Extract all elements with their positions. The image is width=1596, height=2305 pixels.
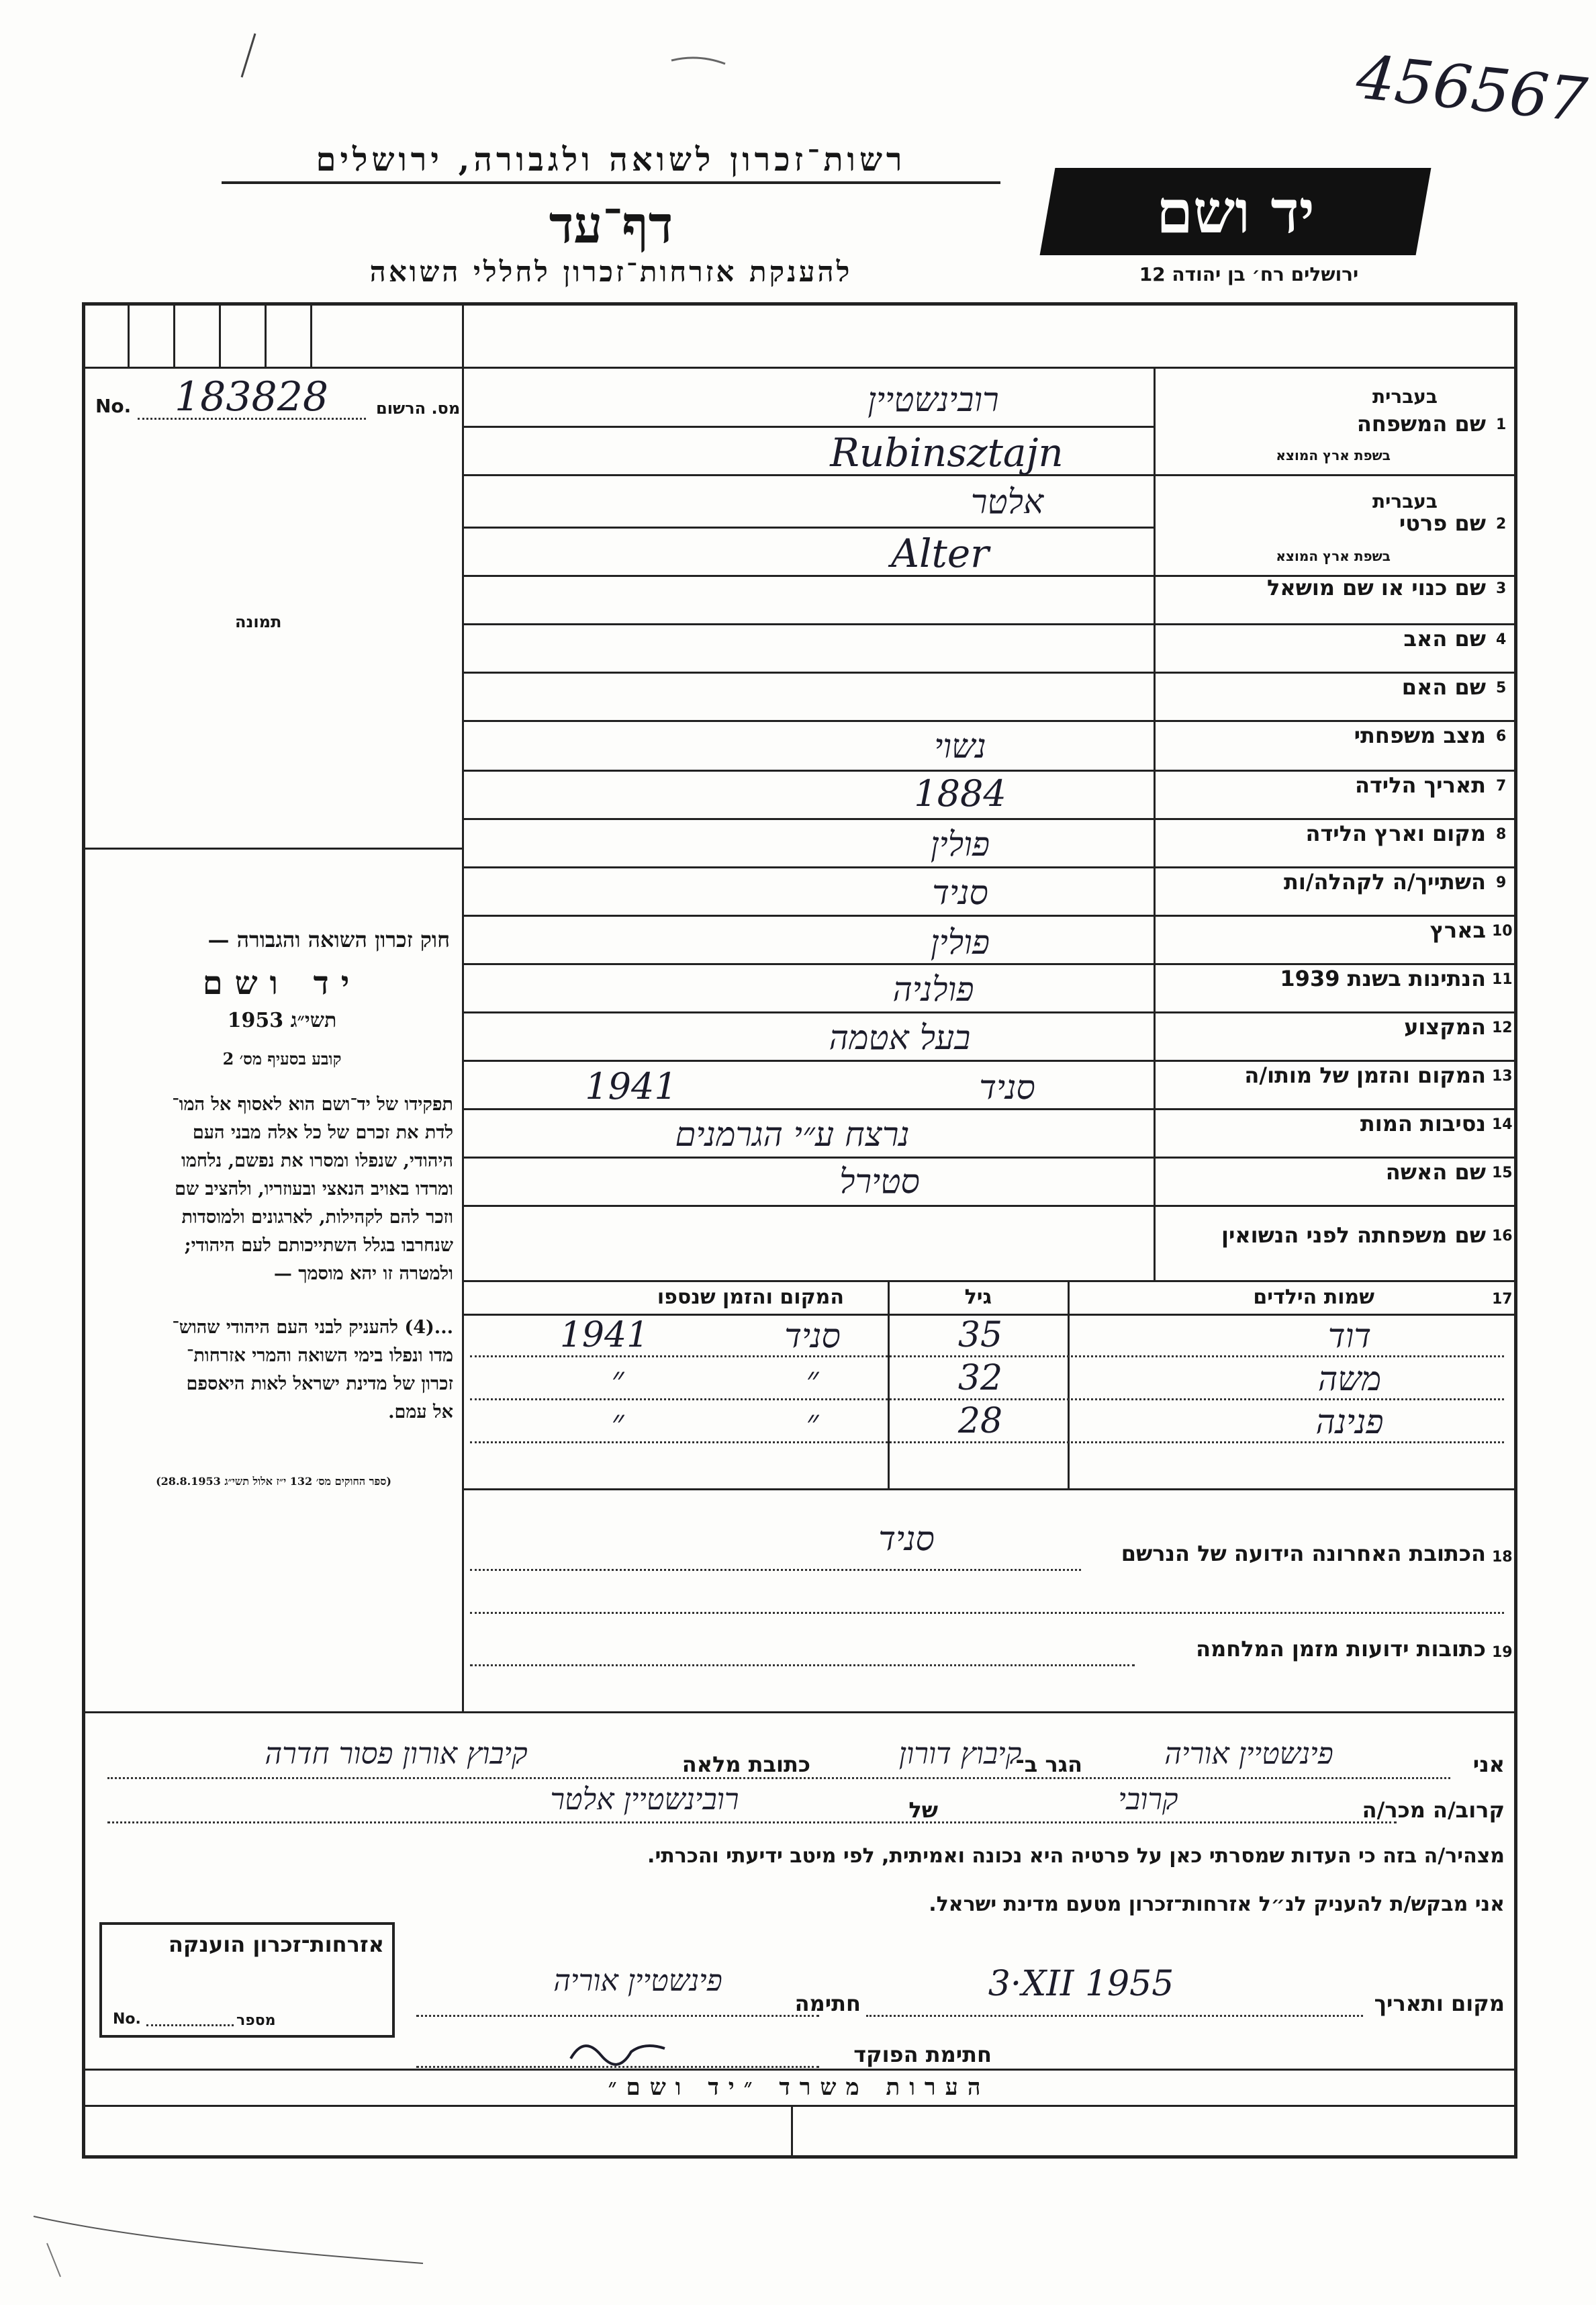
child-place: ״ bbox=[806, 1402, 819, 1441]
field-label-nationality: הנתינות בשנת 1939 bbox=[1280, 966, 1486, 991]
form-title: דף־עד bbox=[549, 195, 673, 255]
field-label-community: השתייך/ה לקהלה/ות bbox=[1283, 869, 1486, 895]
registration-label: מס. הרשום bbox=[376, 399, 461, 418]
field-label-country: בארץ bbox=[1429, 917, 1486, 943]
field-label-maiden-name: שם משפחתה לפני הנשואין bbox=[1221, 1222, 1486, 1248]
law-citation: (ספר החוקים מס׳ 132 י״ז אלול תשי״ג 28.8.1953) bbox=[156, 1475, 391, 1488]
children-col-names: שמות הילדים bbox=[1253, 1285, 1374, 1309]
value-birth-place: פולין bbox=[930, 825, 990, 864]
value-first-he: אלטר bbox=[970, 482, 1044, 521]
value-last-address: סניד bbox=[878, 1519, 935, 1558]
child-year: ״ bbox=[611, 1402, 624, 1441]
value-country: פולין bbox=[930, 923, 990, 962]
field-number: 10 bbox=[1492, 923, 1513, 940]
yad-vashem-logo bbox=[1040, 168, 1431, 255]
value-profession: בעל אטמה bbox=[829, 1018, 971, 1057]
value-surname-he: רובינשטיין bbox=[867, 380, 999, 419]
decl-name: פינשטיין אוריה bbox=[1164, 1737, 1333, 1771]
value-surname-orig: Rubinsztajn bbox=[830, 430, 1064, 476]
field-number: 3 bbox=[1496, 580, 1507, 597]
child-age: 32 bbox=[957, 1358, 1003, 1398]
field-label-surname: שם המשפחה bbox=[1356, 411, 1486, 437]
law-year-he: תשי״ג bbox=[290, 1009, 337, 1032]
field-number: 7 bbox=[1496, 778, 1507, 795]
field-label-wartime-addresses: כתובות ידועות מזמן המלחמה bbox=[1196, 1636, 1486, 1662]
decl-statement-1: מצהיר/ה בזה כי העדות שמסרתי כאן על פרטיה היא נכונה ואמיתית, לפי מיטב ידיעתי והכרתי. bbox=[647, 1844, 1505, 1868]
field-number: 11 bbox=[1492, 971, 1513, 988]
field-number: 6 bbox=[1496, 728, 1507, 745]
field-number: 1 bbox=[1496, 416, 1507, 433]
child-age: 28 bbox=[957, 1401, 1003, 1441]
law-line: מדו ונפלו בימי השואה והמרי אזרחות־ bbox=[186, 1345, 453, 1366]
law-name: יד ושם bbox=[202, 964, 362, 1002]
field-number: 9 bbox=[1496, 874, 1507, 891]
child-name: פנינה bbox=[1315, 1402, 1384, 1441]
child-year: ״ bbox=[611, 1359, 624, 1398]
lang-label-he: בעברית bbox=[1372, 386, 1438, 408]
value-death-place: סניד bbox=[979, 1068, 1035, 1107]
value-marital: נשוי bbox=[934, 727, 986, 766]
logo-text: יד ושם bbox=[1156, 177, 1315, 246]
field-label-father: שם האב bbox=[1403, 626, 1486, 651]
field-number: 17 bbox=[1492, 1291, 1513, 1308]
field-label-profession: המקצוע bbox=[1404, 1014, 1486, 1040]
law-title: חוק זכרון השואה והגבורה — bbox=[207, 927, 450, 952]
lang-label-orig: בשפת ארץ המוצא bbox=[1276, 447, 1391, 463]
header-authority: רשות־זכרון לשואה ולגבורה, ירושלים bbox=[222, 141, 1000, 184]
decl-date: 3·XII 1955 bbox=[988, 1964, 1174, 2004]
value-death-year: 1941 bbox=[585, 1065, 677, 1108]
lang-label-orig: בשפת ארץ המוצא bbox=[1276, 548, 1391, 564]
law-line: שנחרבו בגלל השתייכותם לעם היהודי; bbox=[184, 1235, 453, 1256]
value-community: סניד bbox=[932, 873, 988, 912]
value-nationality: פולניה bbox=[892, 970, 974, 1009]
law-line: היהודי, שנפלו ומסרו את נפשם, נלחמו bbox=[181, 1150, 453, 1171]
field-label-wife: שם האשה bbox=[1385, 1159, 1486, 1185]
law-year-num: 1953 bbox=[227, 1009, 284, 1032]
field-number: 19 bbox=[1492, 1644, 1513, 1661]
decl-of-label: של bbox=[908, 1797, 938, 1823]
field-label-mother: שם האם bbox=[1401, 674, 1486, 700]
law-section: קובע בסעיף מס׳ 2 bbox=[222, 1049, 342, 1069]
logo-address: ירושלים רח׳ בן יהודה 12 bbox=[1139, 263, 1359, 285]
child-age: 35 bbox=[957, 1315, 1003, 1355]
value-first-orig: Alter bbox=[891, 531, 989, 576]
footer-remarks: הערות משרד ״יד ושם״ bbox=[608, 2074, 990, 2101]
field-label-marital: מצב משפחתי bbox=[1354, 723, 1486, 748]
decl-of-value: רובינשטיין אלטר bbox=[550, 1782, 739, 1817]
children-col-place: המקום והזמן שנספו bbox=[657, 1285, 844, 1309]
field-label-death-place: המקום והזמן של מותו/ה bbox=[1244, 1063, 1486, 1088]
law-line: אל עמם. bbox=[388, 1402, 453, 1422]
field-label-birth-date: תאריך הלידה bbox=[1354, 772, 1486, 798]
child-year: 1941 bbox=[559, 1315, 649, 1355]
officer-signature-label: חתימת הפוקד bbox=[853, 2042, 992, 2067]
award-box bbox=[99, 1922, 395, 2038]
field-label-first-name: שם פרטי bbox=[1399, 510, 1486, 536]
law-paragraph-1 bbox=[94, 1091, 453, 1288]
award-box-title: אזרחות־זכרון הוענקה bbox=[168, 1932, 384, 1957]
value-death-circumstances: נרצח ע״י הגרמנים bbox=[675, 1115, 910, 1154]
field-number: 2 bbox=[1496, 516, 1507, 533]
law-line: ומרדו באויב הנאצי ובעוזריו, ולהציב שם bbox=[175, 1179, 453, 1200]
value-birth-date: 1884 bbox=[914, 772, 1006, 815]
field-number: 14 bbox=[1492, 1116, 1513, 1133]
law-line: זכרון של מדינת ישראל לאות היאספם bbox=[186, 1373, 453, 1394]
photo-label: תמונה bbox=[235, 613, 282, 631]
decl-address: קיבוץ אורון פסור חדרה bbox=[265, 1737, 528, 1771]
law-line: ...(4) להעניק לבני העם היהודי שהוש־ bbox=[172, 1317, 453, 1338]
child-place: סניד bbox=[784, 1316, 841, 1355]
field-number: 5 bbox=[1496, 680, 1507, 696]
law-line: וזכר להם לקהילות, לארגונים ולמוסדות bbox=[181, 1207, 453, 1228]
award-box-number-label: מספר bbox=[236, 2012, 276, 2029]
decl-city: קיבוץ דורון bbox=[898, 1737, 1022, 1771]
decl-signature: פינשטיין אוריה bbox=[553, 1964, 722, 1998]
top-pen-marks bbox=[201, 13, 806, 87]
field-number: 8 bbox=[1496, 826, 1507, 843]
value-wife: סטירל bbox=[839, 1162, 920, 1201]
field-label-death-circumstances: נסיבות המות bbox=[1360, 1111, 1486, 1136]
decl-ani: אני bbox=[1472, 1752, 1505, 1777]
child-name: דוד bbox=[1327, 1316, 1372, 1355]
field-number: 13 bbox=[1492, 1068, 1513, 1085]
decl-hagar: הגר ב־ bbox=[1015, 1752, 1082, 1777]
children-col-age: גיל bbox=[964, 1285, 992, 1309]
field-number: 18 bbox=[1492, 1549, 1513, 1566]
field-number: 16 bbox=[1492, 1228, 1513, 1245]
form-subtitle: להענקת אזרחות־זכרון לחללי השואה bbox=[369, 255, 853, 288]
award-box-no: No. bbox=[113, 2011, 141, 2028]
decl-signature-label: חתימה bbox=[794, 1991, 861, 2016]
law-line: ולמטרה זו יהא מוסמך — bbox=[273, 1263, 453, 1284]
decl-statement-2: אני מבקש/ת להעניק לנ״ל אזרחות־זכרון מטעם מדינת ישראל. bbox=[929, 1893, 1505, 1916]
registration-no-label: No. bbox=[95, 395, 132, 417]
decl-address-label: כתובת מלאה bbox=[682, 1752, 810, 1777]
field-number: 15 bbox=[1492, 1165, 1513, 1181]
child-name: משה bbox=[1317, 1359, 1382, 1398]
child-place: ״ bbox=[806, 1359, 819, 1398]
archive-number: 456567 bbox=[1353, 42, 1591, 136]
decl-relation: קרובי bbox=[1118, 1782, 1178, 1817]
law-paragraph-2 bbox=[94, 1314, 453, 1427]
field-label-nickname: שם כנוי או שם מושאל bbox=[1266, 575, 1486, 600]
field-label-birth-place: מקום וארץ הלידה bbox=[1305, 821, 1486, 846]
law-line: תפקידו של יד־ושם הוא לאסוף אל המו־ bbox=[172, 1094, 453, 1115]
bottom-scan-marks bbox=[20, 2109, 490, 2284]
decl-relation-label: קרוב/ה מכר/ה bbox=[1362, 1797, 1505, 1823]
field-label-last-address: הכתובת האחרונה הידועה של הנרשם bbox=[1121, 1541, 1486, 1566]
field-number: 12 bbox=[1492, 1020, 1513, 1036]
decl-place-date-label: מקום ותאריך bbox=[1374, 1991, 1505, 2016]
field-number: 4 bbox=[1496, 631, 1507, 648]
law-line: לדת את זכרם של כל אלה מבני העם bbox=[192, 1122, 453, 1143]
registration-number: 183828 bbox=[175, 373, 329, 420]
law-year bbox=[201, 1009, 363, 1032]
lang-label-he: בעברית bbox=[1372, 490, 1438, 512]
